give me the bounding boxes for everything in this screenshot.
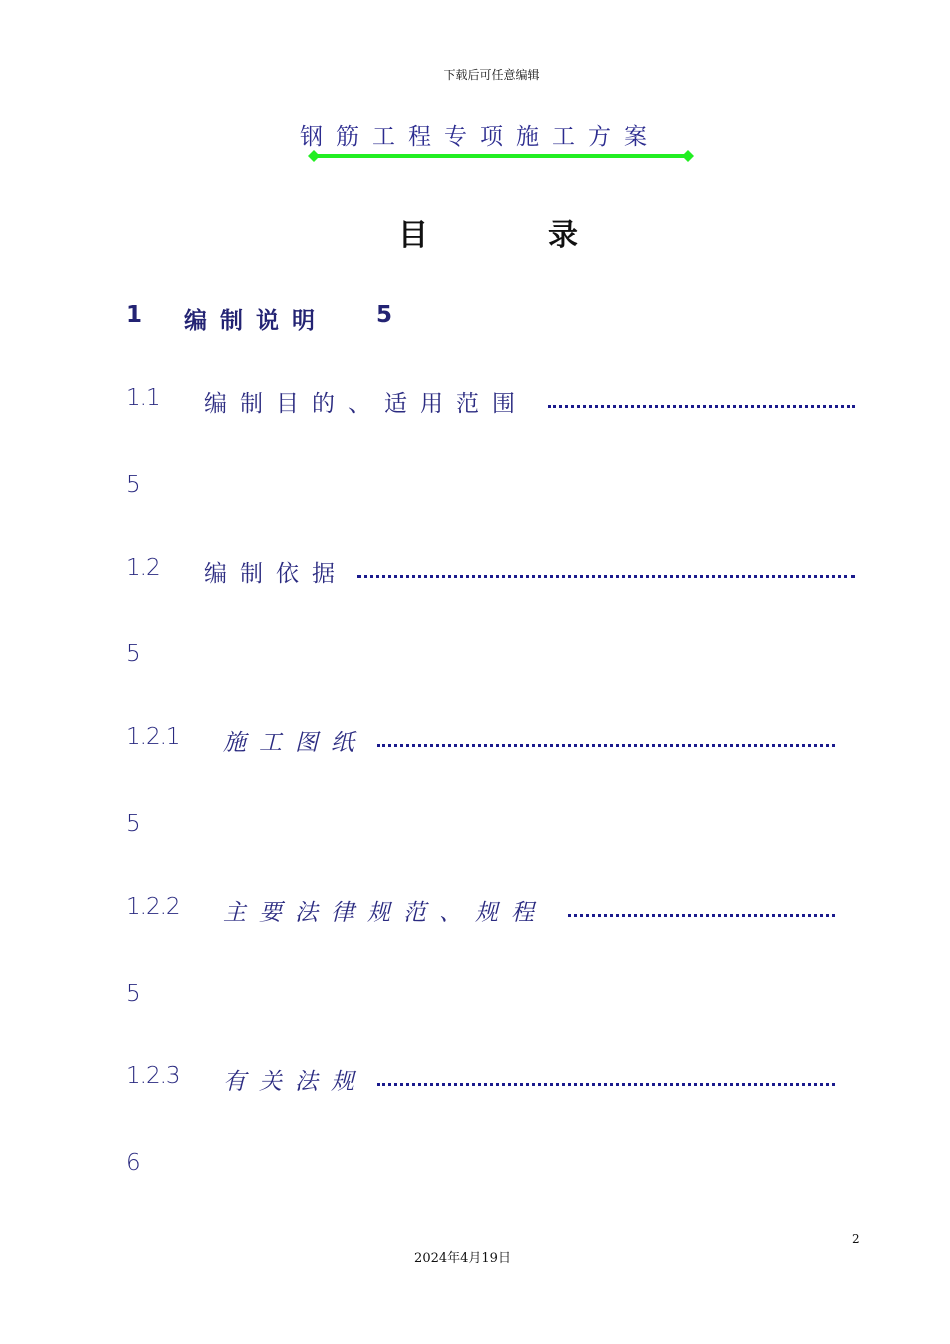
diamond-left-icon <box>308 150 320 162</box>
toc-entry-title: 施工图纸 <box>223 730 367 756</box>
toc-leader-dots <box>548 405 855 408</box>
toc-entry-number: 1.1 <box>126 385 160 411</box>
diamond-right-icon <box>682 150 694 162</box>
toc-entry-page: 5 <box>376 302 392 328</box>
toc-leader-dots <box>377 1083 835 1086</box>
toc-entry-title: 编制说明 <box>184 308 328 334</box>
toc-entry-number: 1.2.2 <box>126 894 180 920</box>
title-underline <box>306 150 696 162</box>
toc-leader-dots <box>357 575 855 578</box>
toc-entry-1-2-1[interactable] <box>126 724 836 756</box>
toc-leader-dots <box>568 914 835 917</box>
toc-entry-1-2[interactable] <box>126 555 856 587</box>
toc-entry-number: 1.2.3 <box>126 1063 180 1089</box>
toc-entry-title: 主要法律规范、规程 <box>223 900 547 926</box>
toc-entry-1-2-3[interactable] <box>126 1063 836 1095</box>
toc-entry-1-2-2[interactable] <box>126 894 836 926</box>
toc-entry-number: 1.2 <box>126 555 160 581</box>
toc-entry-page: 5 <box>126 811 141 837</box>
toc-entry-page: 6 <box>126 1150 141 1176</box>
toc-entry-title: 编制依据 <box>204 561 348 587</box>
toc-entry-page: 5 <box>126 472 141 498</box>
toc-entry-title: 编制目的、适用范围 <box>204 391 528 417</box>
toc-entry-number: 1 <box>126 302 142 328</box>
toc-entry-number: 1.2.1 <box>126 724 180 750</box>
document-title: 钢筋工程专项施工方案 <box>300 124 660 150</box>
toc-entry-title: 有关法规 <box>223 1069 367 1095</box>
header-note: 下载后可任意编辑 <box>443 68 540 82</box>
toc-heading-right: 录 <box>548 218 578 253</box>
date-footer: 2024年4月19日 <box>414 1251 511 1266</box>
toc-entry-1-1[interactable] <box>126 385 856 417</box>
page-number: 2 <box>852 1232 860 1246</box>
toc-heading-left: 目 <box>398 218 428 253</box>
toc-entry-page: 5 <box>126 981 141 1007</box>
toc-entry-page: 5 <box>126 641 141 667</box>
toc-entry-1[interactable] <box>126 302 426 334</box>
toc-leader-dots <box>377 744 835 747</box>
